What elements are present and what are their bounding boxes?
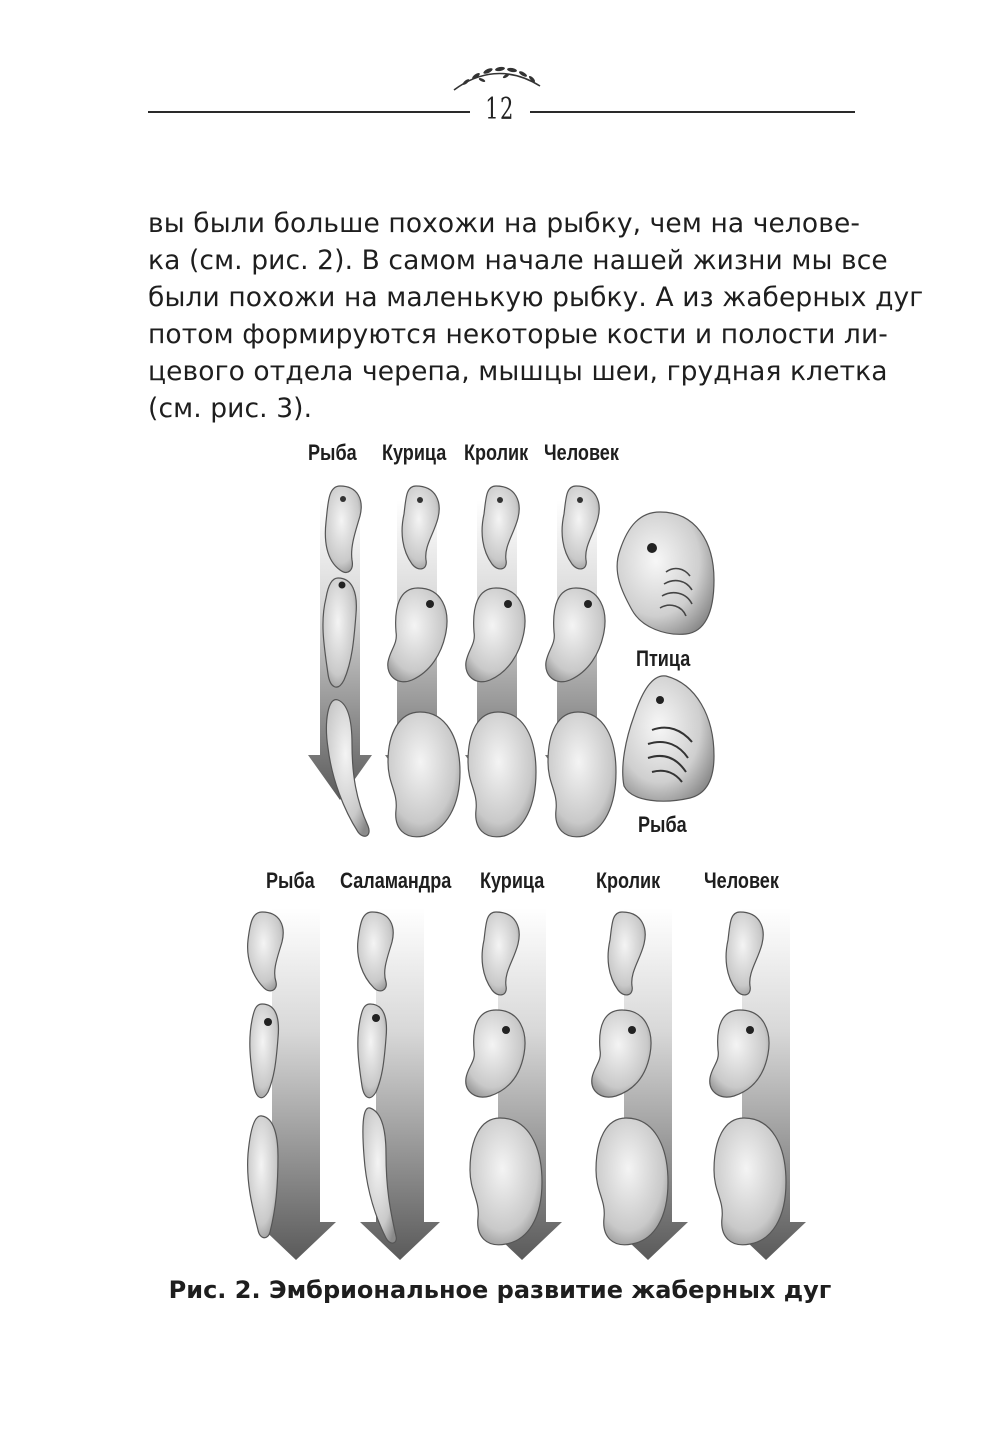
side-label-bird: Птица <box>636 646 691 671</box>
bottom-label-fish: Рыба <box>266 868 315 893</box>
body-line: потом формируются некоторые кости и полости ли- <box>148 319 888 350</box>
page-number: 12 <box>485 92 515 127</box>
top-label-chicken: Курица <box>382 440 447 465</box>
top-label-human: Человек <box>544 440 619 465</box>
bottom-label-salamander: Саламандра <box>340 868 452 893</box>
body-line: были похожи на маленькую рыбку. А из жаберных дуг <box>148 282 924 313</box>
body-line: (см. рис. 3). <box>148 393 313 424</box>
body-line: ка (см. рис. 2). В самом начале нашей жизни мы все <box>148 245 888 276</box>
top-label-fish: Рыба <box>308 440 357 465</box>
top-middle-embryos <box>323 578 605 687</box>
top-late-embryos <box>326 700 616 837</box>
bottom-label-chicken: Курица <box>480 868 545 893</box>
top-label-rabbit: Кролик <box>464 440 529 465</box>
bottom-label-rabbit: Кролик <box>596 868 661 893</box>
body-line: вы были больше похожи на рыбку, чем на челове- <box>148 208 861 239</box>
bird-embryo-head <box>617 512 714 634</box>
side-label-fish: Рыба <box>638 812 687 837</box>
body-line: цевого отдела черепа, мышцы шеи, грудная клетка <box>148 356 888 387</box>
bottom-label-human: Человек <box>704 868 779 893</box>
bottom-early-embryos <box>248 912 764 995</box>
figure-caption: Рис. 2. Эмбриональное развитие жаберных дуг <box>168 1276 832 1304</box>
fish-embryo-head <box>623 676 714 801</box>
bottom-middle-embryos <box>250 1004 769 1098</box>
